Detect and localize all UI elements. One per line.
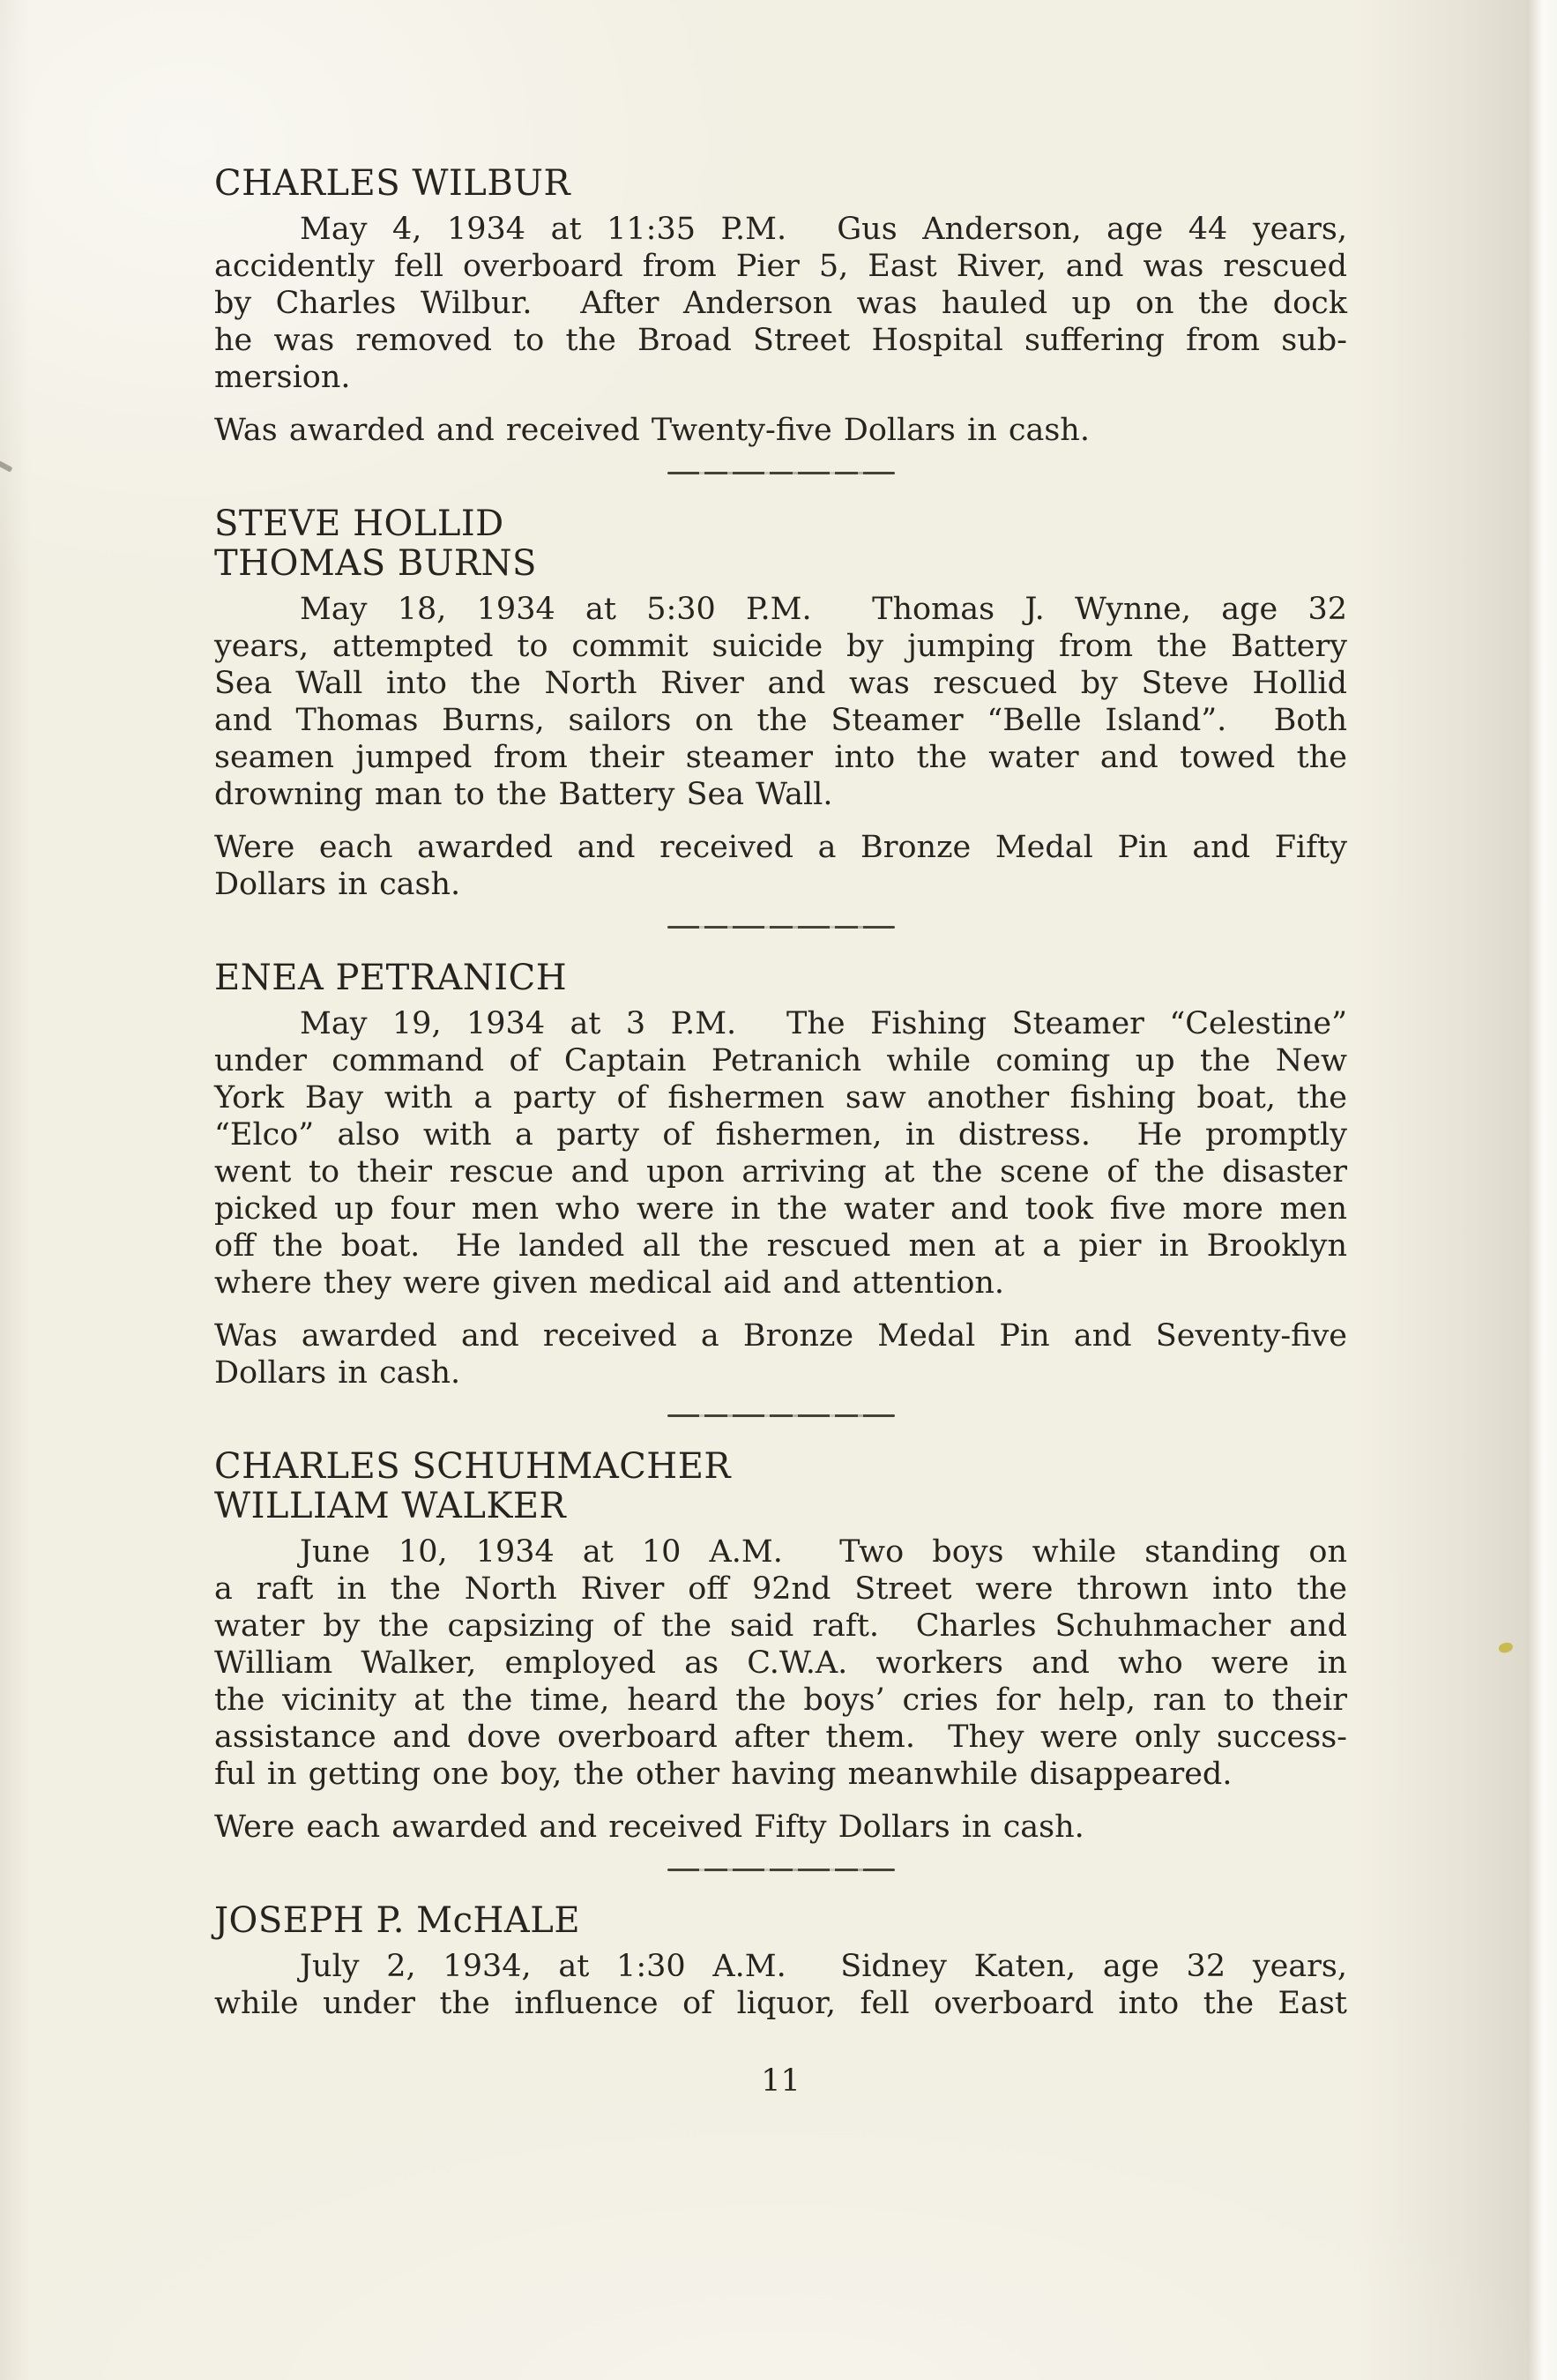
body-line: went to their rescue and upon arriving at the scene of the disaster xyxy=(214,1154,1347,1190)
incident-paragraph xyxy=(214,1948,1347,2022)
body-line: by Charles Wilbur. After Anderson was hauled up on the dock xyxy=(214,286,1347,321)
award-entry-joseph-mchale xyxy=(214,1901,1347,2022)
award-line: Were each awarded and received Fifty Dollars in cash. xyxy=(214,1809,1084,1845)
body-line: picked up four men who were in the water and took five more men xyxy=(214,1191,1347,1227)
body-line: William Walker, employed as C.W.A. workers and who were in xyxy=(214,1645,1347,1681)
body-line: and Thomas Burns, sailors on the Steamer “Belle Island”. Both xyxy=(214,703,1347,738)
rescuer-name: ENEA PETRANICH xyxy=(214,958,568,998)
section-divider xyxy=(667,1869,895,1871)
incident-paragraph xyxy=(214,591,1347,813)
award-line: Was awarded and received Twenty-five Dollars in cash. xyxy=(214,413,1090,448)
rescuer-name: WILLIAM WALKER xyxy=(214,1486,567,1526)
award-paragraph xyxy=(214,1317,1347,1391)
body-line: May 4, 1934 at 11:35 P.M. Gus Anderson, age 44 years, xyxy=(300,212,1347,247)
page-number: 11 xyxy=(761,2063,801,2099)
body-line: June 10, 1934 at 10 A.M. Two boys while standing on xyxy=(300,1534,1347,1570)
body-line: under command of Captain Petranich while coming up the New xyxy=(214,1043,1347,1078)
scan-speck xyxy=(1498,1641,1515,1654)
award-line: Were each awarded and received a Bronze Medal Pin and Fifty xyxy=(214,830,1347,865)
section-divider xyxy=(667,472,895,474)
body-line: York Bay with a party of fishermen saw another fishing boat, the xyxy=(214,1080,1347,1115)
body-line: a raft in the North River off 92nd Street were thrown into the xyxy=(214,1571,1347,1607)
award-line: Dollars in cash. xyxy=(214,1355,461,1391)
body-line: seamen jumped from their steamer into the water and towed the xyxy=(214,740,1347,775)
rescuer-name: CHARLES SCHUHMACHER xyxy=(214,1446,732,1487)
incident-paragraph xyxy=(214,211,1347,396)
rescuer-name: THOMAS BURNS xyxy=(214,543,537,584)
body-line: water by the capsizing of the said raft. Charles Schuhmacher and xyxy=(214,1608,1347,1644)
body-line: he was removed to the Broad Street Hospital suffering from sub- xyxy=(214,323,1347,358)
body-line: “Elco” also with a party of fishermen, in distress. He promptly xyxy=(214,1117,1347,1153)
rescuer-name: JOSEPH P. McHALE xyxy=(214,1900,581,1941)
award-paragraph xyxy=(214,1809,1347,1846)
incident-paragraph xyxy=(214,1533,1347,1793)
body-line: Sea Wall into the North River and was rescued by Steve Hollid xyxy=(214,666,1347,701)
rescuer-name: STEVE HOLLID xyxy=(214,504,504,544)
award-entry-enea-petranich xyxy=(214,959,1347,1391)
body-line: the vicinity at the time, heard the boys’ cries for help, ran to their xyxy=(214,1682,1347,1718)
body-line: off the boat. He landed all the rescued men at a pier in Brooklyn xyxy=(214,1228,1347,1264)
body-line: years, attempted to commit suicide by jumping from the Battery xyxy=(214,629,1347,664)
incident-paragraph xyxy=(214,1005,1347,1302)
scan-edge-artifact xyxy=(0,460,12,472)
award-entry-charles-wilbur xyxy=(214,164,1347,449)
body-line: May 18, 1934 at 5:30 P.M. Thomas J. Wynne, age 32 xyxy=(300,592,1347,627)
section-divider xyxy=(667,1414,895,1417)
award-paragraph xyxy=(214,829,1347,903)
section-divider xyxy=(667,926,895,929)
body-line: mersion. xyxy=(214,360,351,395)
rescuer-name: CHARLES WILBUR xyxy=(214,163,571,204)
body-line: while under the influence of liquor, fell overboard into the East xyxy=(214,1986,1347,2021)
body-line: accidently fell overboard from Pier 5, East River, and was rescued xyxy=(214,249,1347,284)
body-line: drowning man to the Battery Sea Wall. xyxy=(214,777,833,812)
body-line: assistance and dove overboard after them. They were only success- xyxy=(214,1720,1347,1755)
body-line: where they were given medical aid and attention. xyxy=(214,1265,1005,1301)
award-entry-schuhmacher-walker xyxy=(214,1447,1347,1846)
body-line: July 2, 1934, at 1:30 A.M. Sidney Katen, age 32 years, xyxy=(300,1949,1347,1984)
award-line: Dollars in cash. xyxy=(214,867,461,902)
award-line: Was awarded and received a Bronze Medal Pin and Seventy-five xyxy=(214,1318,1347,1354)
award-paragraph xyxy=(214,412,1347,449)
body-line: May 19, 1934 at 3 P.M. The Fishing Steamer “Celestine” xyxy=(300,1006,1347,1041)
page-content xyxy=(214,164,1347,2100)
body-line: ful in getting one boy, the other having meanwhile disappeared. xyxy=(214,1757,1233,1792)
award-entry-hollid-burns xyxy=(214,504,1347,903)
